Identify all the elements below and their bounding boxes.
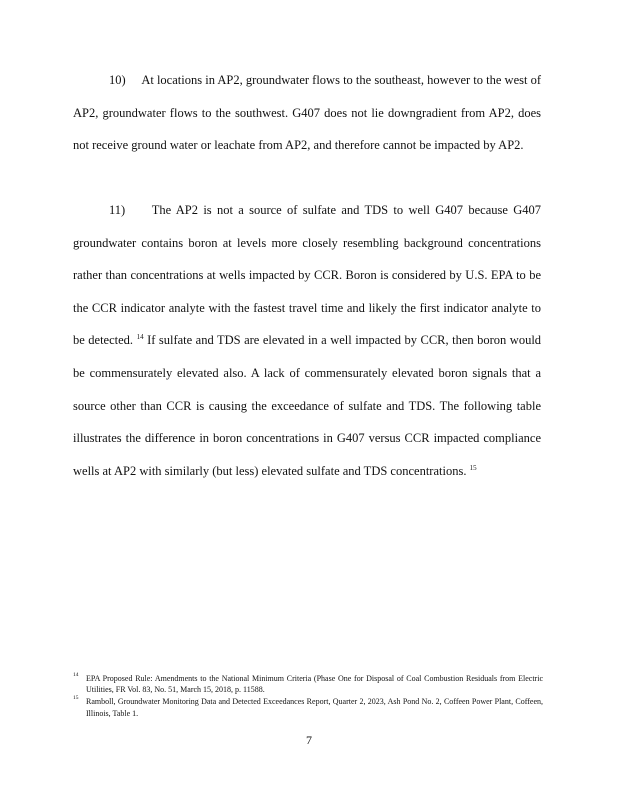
footnotes: [73, 673, 543, 720]
paragraph-11: [73, 194, 541, 487]
paragraph-10-number: 10): [109, 73, 126, 87]
footnote-mark-14: 14: [73, 672, 79, 678]
paragraph-10: [73, 64, 541, 162]
paragraph-11-number: 11): [109, 203, 126, 217]
footnote-15: [73, 696, 543, 718]
paragraph-11-text-b: If sulfate and TDS are elevated in a well impacted by CCR, then boron would be commensurately elevated also. A lack of commensurately elevated boron signals that a source other than CCR is causing the exceedance of sulfate and TDS. The following table illustrates the difference in boron concentrations in G407 versus CCR impacted compliance wells at AP2 with similarly (but less) elevated sulfate and TDS concentrations.: [73, 333, 542, 478]
footnote-ref-14[interactable]: 14: [136, 333, 144, 342]
footnote-14: [73, 673, 543, 695]
paragraph-10-text: At locations in AP2, groundwater flows to the southeast, however to the west of AP2, groundwater flows to the southwest. G407 does not lie downgradient from AP2, does not receive ground water or leachate from AP2, and therefore cannot be impacted by AP2.: [73, 73, 541, 153]
footnote-14-text: EPA Proposed Rule: Amendments to the National Minimum Criteria (Phase One for Disposal of Coal Combustion Residuals from Electric Utilities, FR Vol. 83, No. 51, March 15, 2018, p. 11588.: [86, 674, 543, 695]
footnote-ref-15[interactable]: 15: [469, 463, 477, 472]
footnote-15-text: Ramboll, Groundwater Monitoring Data and Detected Exceedances Report, Quarter 2, 2023, Ash Pond No. 2, Coffeen Power Plant, Coffeen, Illinois, Table 1.: [86, 697, 543, 718]
paragraph-11-text-a: The AP2 is not a source of sulfate and TDS to well G407 because G407 groundwater contains boron at levels more closely resembling background concentrations rather than concentrations at wells impacted by CCR. Boron is considered by U.S. EPA to be the CCR indicator analyte with the fastest travel time and likely the first indicator analyte to be detected.: [73, 203, 541, 348]
page-number: 7: [306, 733, 312, 747]
footnote-mark-15: 15: [73, 695, 79, 702]
